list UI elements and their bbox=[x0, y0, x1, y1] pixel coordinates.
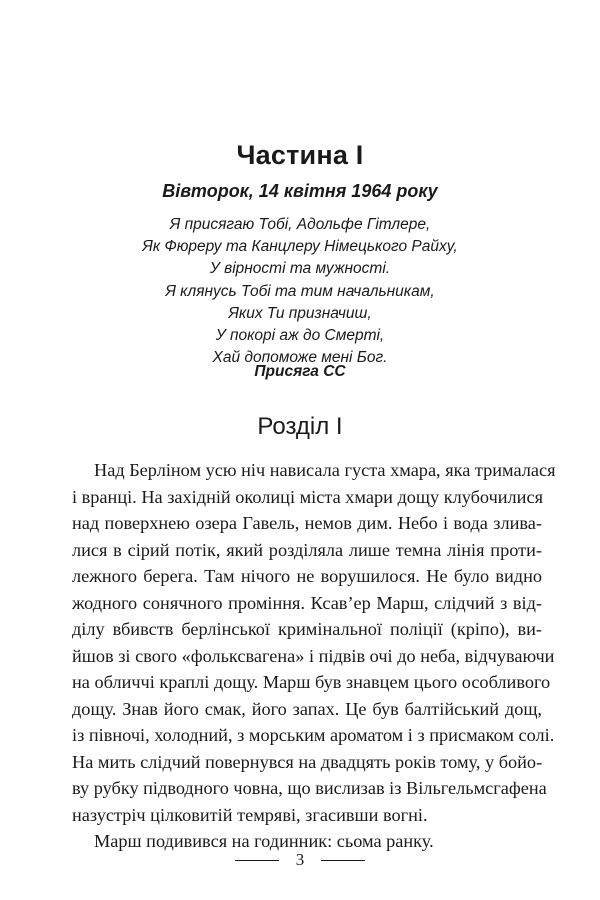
body-line: Над Берліном усю ніч нависала густа хмара, яка трималася bbox=[94, 460, 556, 480]
chapter-title: Розділ I bbox=[257, 413, 343, 440]
body-line: назустріч цілковитій темряві, згасивши вогні. bbox=[72, 804, 428, 825]
body-text bbox=[72, 457, 556, 855]
body-line: ву рубку підводного човна, що вислизав із Вільгельмсгафена bbox=[72, 778, 547, 798]
oath-line: Я присягаю Тобі, Адольфе Гітлере, bbox=[169, 216, 431, 233]
page-number: 3 bbox=[295, 850, 305, 869]
body-line: лися в сірий потік, який розділяла лише темна лінія проти- bbox=[72, 539, 542, 560]
oath-line: Як Фюреру та Канцлеру Німецького Райху, bbox=[142, 238, 458, 256]
body-line: лежного берега. Там нічого не ворушилося. Не було видно bbox=[72, 566, 542, 586]
part-title: Частина I bbox=[236, 140, 364, 170]
body-line: і вранці. На західній околиці міста хмари дощу клубочилися bbox=[72, 486, 543, 507]
body-line: йшов зі свого «фольксвагена» і підвів очі до неба, відчуваючи bbox=[72, 645, 555, 666]
footer-rule-right bbox=[321, 860, 365, 861]
oath-line: У вірності та мужності. bbox=[209, 260, 391, 278]
oath-line: У покорі аж до Смерті, bbox=[215, 327, 385, 345]
oath-line: Хай допоможе мені Бог. bbox=[212, 349, 388, 367]
body-line: Марш подивився на годинник: сьома ранку. bbox=[94, 831, 434, 851]
date-line: Вівторок, 14 квітня 1964 року bbox=[162, 181, 438, 201]
body-line: жодного сонячного проміння. Ксав’ер Марш, слідчий з від- bbox=[72, 592, 542, 613]
page-footer bbox=[0, 848, 600, 872]
epigraph-oath bbox=[0, 214, 600, 369]
oath-line: Яких Ти призначиш, bbox=[228, 304, 372, 322]
body-line: дощу. Знав його смак, його запах. Це був балтійський дощ, bbox=[72, 698, 542, 719]
body-line: на обличчі краплі дощу. Марш був знавцем цього особливого bbox=[72, 672, 551, 692]
oath-line: Я клянусь Тобі та тим начальникам, bbox=[165, 282, 435, 300]
body-line: ділу вбивств берлінської кримінальної поліції (кріпо), ви- bbox=[72, 619, 542, 639]
body-line: над поверхнею озера Гавель, немов дим. Небо і вода злива- bbox=[72, 513, 542, 533]
body-line: із півночі, холодний, з морським ароматом і з присмаком солі. bbox=[72, 725, 555, 745]
footer-rule-left bbox=[235, 860, 279, 861]
epigraph-source: Присяга СС bbox=[254, 363, 346, 380]
body-line: На мить слідчий повернувся на двадцять років тому, у бойо- bbox=[72, 751, 543, 772]
